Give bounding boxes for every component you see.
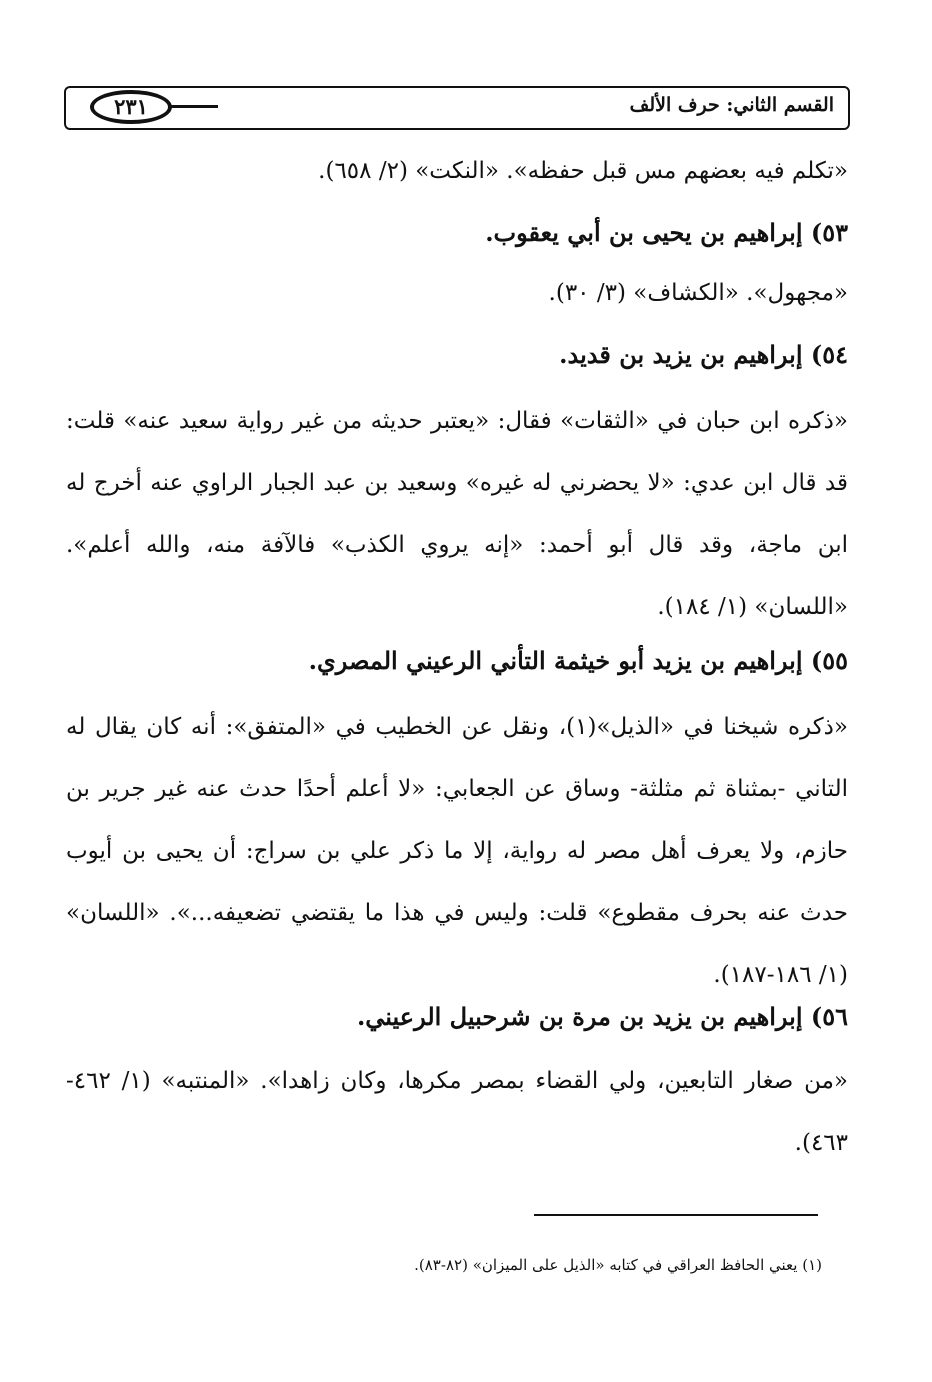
header-ornament <box>168 105 218 108</box>
entry-paragraph-56: «من صغار التابعين، ولي القضاء بمصر مكرها، وكان زاهدا». «المنتبه» (١/ ٤٦٢- ٤٦٣). <box>66 1068 848 1156</box>
entry-heading-56: ٥٦) إبراهيم بن يزيد بن مرة بن شرحبيل الرعيني. <box>356 1002 848 1031</box>
running-header <box>64 86 850 130</box>
footnote-divider <box>534 1214 818 1216</box>
entry-paragraph-54: «ذكره ابن حبان في «الثقات» فقال: «يعتبر حديثه من غير رواية سعيد عنه» قلت: قد قال ابن عدي: «لا يحضرني له غيره» وسعيد بن عبد الجبار الراوي عنه أخرج له ابن ماجة، وقد قال أبو أحمد: «إنه يروي الكذب» فالآفة منه، والله أعلم». «اللسان» (١/ ١٨٤). <box>66 408 848 620</box>
text-line: «مجهول». «الكشاف» (٣/ ٣٠). <box>548 280 848 306</box>
text-line: «تكلم فيه بعضهم مس قبل حفظه». «النكت» (٢/ ٦٥٨). <box>318 158 848 184</box>
entry-paragraph-55: «ذكره شيخنا في «الذيل»(١)، ونقل عن الخطيب في «المتفق»: أنه كان يقال له التاني -بمثناة ثم مثلثة- وساق عن الجعابي: «لا أعلم أحدًا حدث عنه غير جرير بن حازم، ولا يعرف أهل مصر له رواية، إلا ما ذكر علي بن سراج: أن يحيى بن أيوب حدث عنه بحرف مقطوع» قلت: وليس في هذا ما يقتضي تضعيفه...». «اللسان» (١/ ١٨٦-١٨٧). <box>66 714 848 988</box>
page-number: ٢٣١ <box>90 90 172 124</box>
entry-heading-55: ٥٥) إبراهيم بن يزيد أبو خيثمة التأني الرعيني المصري. <box>308 646 848 675</box>
footnote: (١) يعني الحافظ العراقي في كتابه «الذيل على الميزان» (٨٢-٨٣). <box>414 1256 822 1274</box>
entry-heading-54: ٥٤) إبراهيم بن يزيد بن قديد. <box>559 340 848 369</box>
entry-heading-53: ٥٣) إبراهيم بن يحيى بن أبي يعقوب. <box>485 218 848 247</box>
header-title: القسم الثاني: حرف الألف <box>629 94 834 116</box>
